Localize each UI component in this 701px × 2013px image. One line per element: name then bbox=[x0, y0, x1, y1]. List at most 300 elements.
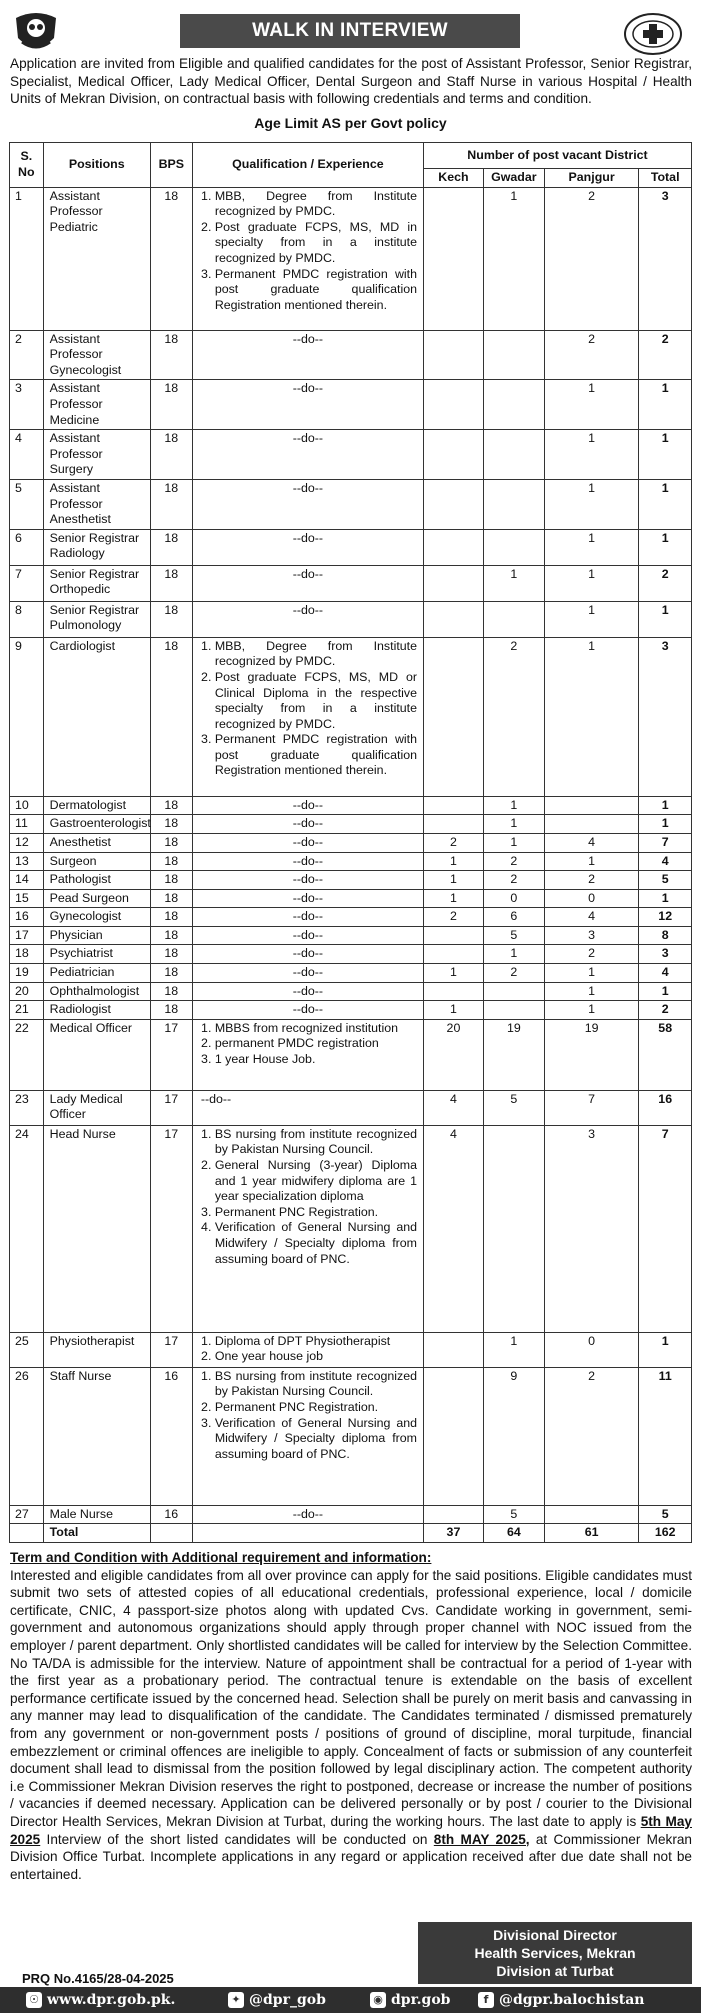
total-cell: 1 bbox=[639, 1332, 692, 1367]
intro-paragraph: Application are invited from Eligible and qualified candidates for the post of Assistant Professor, Senior Registrar, Specialist, Medical Officer, Lady Medical Officer, Dental Surgeon and Staff Nurse in various Hospital / Health Units of Mekran Division, on contractual basis with following credentials and terms and condition. bbox=[10, 56, 692, 106]
list-item: 2. Post graduate FCPS, MS, MD in specialty from in a institute recognized by PMDC. bbox=[215, 220, 417, 267]
position-cell: Staff Nurse bbox=[43, 1367, 150, 1505]
prq-number: PRQ No.4165/28-04-2025 bbox=[22, 1971, 174, 1986]
bps-cell: 18 bbox=[150, 430, 192, 480]
kech-cell: 1 bbox=[424, 964, 484, 983]
sno-cell: 5 bbox=[10, 479, 44, 529]
last-date: 5th May 2025 bbox=[10, 1813, 692, 1847]
bps-cell: 18 bbox=[150, 187, 192, 330]
kech-cell: 1 bbox=[424, 871, 484, 890]
instagram-icon: ◉ bbox=[370, 1992, 386, 2008]
table-row bbox=[10, 1367, 692, 1505]
bps-cell: 18 bbox=[150, 926, 192, 945]
gwadar-cell bbox=[483, 380, 544, 430]
gwadar-cell bbox=[483, 330, 544, 380]
position-cell: Radiologist bbox=[43, 1001, 150, 1020]
gwadar-cell: 1 bbox=[483, 796, 544, 815]
qualification-cell bbox=[192, 187, 423, 330]
interview-date: 8th MAY 2025, bbox=[433, 1831, 530, 1847]
kech-total: 37 bbox=[424, 1524, 484, 1543]
header-panjgur: Panjgur bbox=[544, 169, 639, 188]
bps-cell: 18 bbox=[150, 479, 192, 529]
gwadar-cell bbox=[483, 982, 544, 1001]
qualification-cell: --do-- bbox=[192, 796, 423, 815]
position-cell: Cardiologist bbox=[43, 637, 150, 796]
total-cell: 1 bbox=[639, 796, 692, 815]
sno-cell: 26 bbox=[10, 1367, 44, 1505]
table-row bbox=[10, 1090, 692, 1125]
header-sno: S. No bbox=[10, 143, 44, 188]
table-row bbox=[10, 1001, 692, 1020]
bps-cell: 17 bbox=[150, 1332, 192, 1367]
bps-cell: 17 bbox=[150, 1090, 192, 1125]
qualification-cell bbox=[192, 637, 423, 796]
position-cell: Senior Registrar Pulmonology bbox=[43, 601, 150, 637]
qualification-list bbox=[199, 1369, 417, 1463]
kech-cell bbox=[424, 815, 484, 834]
qualification-cell: --do-- bbox=[192, 871, 423, 890]
table-row bbox=[10, 982, 692, 1001]
panjgur-cell: 19 bbox=[544, 1019, 639, 1090]
gwadar-cell: 1 bbox=[483, 565, 544, 601]
table-row bbox=[10, 852, 692, 871]
position-cell: Senior Registrar Orthopedic bbox=[43, 565, 150, 601]
panjgur-cell: 4 bbox=[544, 908, 639, 927]
gwadar-cell bbox=[483, 529, 544, 565]
gwadar-cell: 19 bbox=[483, 1019, 544, 1090]
total-cell: 1 bbox=[639, 815, 692, 834]
table-row bbox=[10, 1332, 692, 1367]
sno-cell: 14 bbox=[10, 871, 44, 890]
qualification-cell: --do-- bbox=[192, 982, 423, 1001]
table-row bbox=[10, 430, 692, 480]
total-cell: 2 bbox=[639, 330, 692, 380]
total-cell: 58 bbox=[639, 1019, 692, 1090]
list-item: 3. Permanent PNC Registration. bbox=[215, 1205, 417, 1221]
list-item: 4. Verification of General Nursing and Midwifery / Specialty diploma from assuming board of PNC. bbox=[215, 1220, 417, 1267]
gwadar-cell bbox=[483, 1125, 544, 1332]
bps-cell: 17 bbox=[150, 1019, 192, 1090]
sno-cell: 7 bbox=[10, 565, 44, 601]
total-cell: 12 bbox=[639, 908, 692, 927]
qualification-cell: --do-- bbox=[192, 601, 423, 637]
kech-cell bbox=[424, 796, 484, 815]
qualification-cell: --do-- bbox=[192, 565, 423, 601]
terms-text: Interested and eligible candidates from all over province can apply for the said positions. Eligible candidates must submit two sets of attested copies of all educational credentials, professional experience, local / domicile certificate, CNIC, 4 passport-size photos along with updated Cvs. Candidate working in government, semi-government and autonomous organizations should apply through proper channel with NOC issued from the employer / parent department. Only shortlisted candidates will be called for interview by the Selection Committee. No TA/DA is admissible for the interview. Nature of appointment shall be contractual for a period of 1-year with the first year as a probationary period. The contractual tenure is extendable on the basis of excellent performance certificate issued by the concerned head. Selection shall be purely on merit basis and canvassing in any manner may lead to disqualification of the candidate. The Candidates terminated / dismissed prematurely from any government or non-government posts / positions of ground of discipline, moral turpitude, financial embezzlement or criminal offences are ineligible to apply. Concealment of facts or submission of any counterfeit document shall lead to dismissal from the position followed by legal disciplinary action. The competent authority i.e Commissioner Mekran Division reserves the right to postponed, decrease or increase the number of positions / vacancies if deemed necessary. Application can be delivered personally or by post / courier to the Divisional Director Health Services, Mekran Division at Turbat, during the working hours. The last date to apply is bbox=[10, 1567, 692, 1829]
panjgur-cell: 1 bbox=[544, 565, 639, 601]
panjgur-cell: 1 bbox=[544, 982, 639, 1001]
gwadar-cell: 5 bbox=[483, 926, 544, 945]
qualification-cell bbox=[192, 1019, 423, 1090]
panjgur-cell: 1 bbox=[544, 637, 639, 796]
list-item: 3. 1 year House Job. bbox=[215, 1052, 417, 1068]
header-kech: Kech bbox=[424, 169, 484, 188]
facebook-handle[interactable]: @dgpr.balochistan bbox=[499, 1992, 645, 2008]
table-row bbox=[10, 815, 692, 834]
total-cell: 2 bbox=[639, 1001, 692, 1020]
footer-twitter[interactable] bbox=[228, 1992, 326, 2008]
panjgur-total: 61 bbox=[544, 1524, 639, 1543]
total-cell: 5 bbox=[639, 871, 692, 890]
sno-cell: 13 bbox=[10, 852, 44, 871]
gwadar-cell: 2 bbox=[483, 637, 544, 796]
facebook-icon: f bbox=[478, 1992, 494, 2008]
sno-cell: 17 bbox=[10, 926, 44, 945]
bps-cell: 18 bbox=[150, 601, 192, 637]
list-item: 3. Permanent PMDC registration with post graduate qualification Registration mentioned therein. bbox=[215, 267, 417, 314]
gwadar-cell: 1 bbox=[483, 833, 544, 852]
position-cell: Psychiatrist bbox=[43, 945, 150, 964]
bps-cell: 18 bbox=[150, 1001, 192, 1020]
kech-cell bbox=[424, 637, 484, 796]
total-cell: 8 bbox=[639, 926, 692, 945]
qualification-cell: --do-- bbox=[192, 926, 423, 945]
table-row bbox=[10, 637, 692, 796]
position-cell: Ophthalmologist bbox=[43, 982, 150, 1001]
table-row bbox=[10, 380, 692, 430]
panjgur-cell bbox=[544, 815, 639, 834]
kech-cell bbox=[424, 982, 484, 1001]
vacancy-table bbox=[9, 142, 692, 1543]
table-row bbox=[10, 908, 692, 927]
position-cell: Pead Surgeon bbox=[43, 889, 150, 908]
bps-cell: 18 bbox=[150, 908, 192, 927]
kech-cell bbox=[424, 565, 484, 601]
position-cell: Lady Medical Officer bbox=[43, 1090, 150, 1125]
panjgur-cell: 1 bbox=[544, 479, 639, 529]
sno-cell: 19 bbox=[10, 964, 44, 983]
table-row bbox=[10, 889, 692, 908]
qualification-cell bbox=[192, 1125, 423, 1332]
total-cell: 3 bbox=[639, 187, 692, 330]
total-cell: 4 bbox=[639, 964, 692, 983]
list-item: 2. One year house job bbox=[215, 1349, 417, 1365]
table-row bbox=[10, 565, 692, 601]
bps-cell: 18 bbox=[150, 964, 192, 983]
sno-cell: 27 bbox=[10, 1505, 44, 1524]
sno-cell: 12 bbox=[10, 833, 44, 852]
kech-cell bbox=[424, 479, 484, 529]
gwadar-cell: 5 bbox=[483, 1090, 544, 1125]
health-department-logo-icon bbox=[622, 10, 684, 56]
bps-cell: 18 bbox=[150, 815, 192, 834]
gwadar-cell: 1 bbox=[483, 187, 544, 330]
list-item: 1. BS nursing from institute recognized by Pakistan Nursing Council. bbox=[215, 1369, 417, 1400]
sno-cell: 25 bbox=[10, 1332, 44, 1367]
list-item: 3. Verification of General Nursing and Midwifery / Specialty diploma from assuming board of PNC. bbox=[215, 1416, 417, 1463]
sno-cell: 16 bbox=[10, 908, 44, 927]
qualification-cell bbox=[192, 1332, 423, 1367]
list-item: 1. MBBS from recognized institution bbox=[215, 1021, 417, 1037]
list-item: 2. Post graduate FCPS, MS, MD or Clinical Diploma in the respective specialty from in a institute recognized by PMDC. bbox=[215, 670, 417, 732]
bps-cell: 17 bbox=[150, 1125, 192, 1332]
position-cell: Assistant Professor Surgery bbox=[43, 430, 150, 480]
qualification-cell: --do-- bbox=[192, 833, 423, 852]
globe-icon: ☉ bbox=[26, 1992, 42, 2008]
panjgur-cell bbox=[544, 796, 639, 815]
qualification-list bbox=[199, 189, 417, 314]
qualification-list bbox=[199, 639, 417, 779]
sno-cell: 2 bbox=[10, 330, 44, 380]
qualification-cell: --do-- bbox=[192, 889, 423, 908]
total-cell: 1 bbox=[639, 982, 692, 1001]
total-cell: 5 bbox=[639, 1505, 692, 1524]
total-cell: 1 bbox=[639, 430, 692, 480]
bps-cell: 18 bbox=[150, 380, 192, 430]
panjgur-cell bbox=[544, 1505, 639, 1524]
qualification-cell: --do-- bbox=[192, 380, 423, 430]
gwadar-cell: 1 bbox=[483, 815, 544, 834]
terms-section bbox=[10, 1549, 692, 1883]
sno-cell: 11 bbox=[10, 815, 44, 834]
gwadar-cell: 1 bbox=[483, 945, 544, 964]
panjgur-cell: 7 bbox=[544, 1090, 639, 1125]
gwadar-total: 64 bbox=[483, 1524, 544, 1543]
list-item: 1. BS nursing from institute recognized by Pakistan Nursing Council. bbox=[215, 1127, 417, 1158]
table-row bbox=[10, 1505, 692, 1524]
signature-line: Divisional Director bbox=[493, 1927, 617, 1943]
panjgur-cell: 0 bbox=[544, 1332, 639, 1367]
twitter-icon: ✦ bbox=[228, 1992, 244, 2008]
kech-cell bbox=[424, 1332, 484, 1367]
total-cell: 1 bbox=[639, 479, 692, 529]
position-cell: Dermatologist bbox=[43, 796, 150, 815]
list-item: 2. permanent PMDC registration bbox=[215, 1036, 417, 1052]
total-cell: 3 bbox=[639, 945, 692, 964]
table-row bbox=[10, 945, 692, 964]
total-cell: 7 bbox=[639, 833, 692, 852]
total-cell: 2 bbox=[639, 565, 692, 601]
header-vacant-district: Number of post vacant District bbox=[424, 143, 692, 169]
kech-cell bbox=[424, 926, 484, 945]
list-item: 2. General Nursing (3-year) Diploma and 1 year midwifery diploma are 1 year specialization diploma bbox=[215, 1158, 417, 1205]
signature-line: Division at Turbat bbox=[496, 1963, 614, 1979]
gwadar-cell bbox=[483, 601, 544, 637]
kech-cell: 2 bbox=[424, 833, 484, 852]
total-cell: 3 bbox=[639, 637, 692, 796]
qualification-cell: --do-- bbox=[192, 479, 423, 529]
table-row bbox=[10, 796, 692, 815]
bps-cell: 18 bbox=[150, 889, 192, 908]
list-item: 3. Permanent PMDC registration with post graduate qualification Registration mentioned therein. bbox=[215, 732, 417, 779]
table-row bbox=[10, 601, 692, 637]
header-qualification: Qualification / Experience bbox=[192, 143, 423, 188]
total-cell: 16 bbox=[639, 1090, 692, 1125]
age-limit: Age Limit AS per Govt policy bbox=[254, 115, 447, 131]
position-cell: Pathologist bbox=[43, 871, 150, 890]
panjgur-cell: 1 bbox=[544, 430, 639, 480]
table-row bbox=[10, 1125, 692, 1332]
panjgur-cell: 4 bbox=[544, 833, 639, 852]
panjgur-cell: 2 bbox=[544, 871, 639, 890]
qualification-cell bbox=[192, 1367, 423, 1505]
header-positions: Positions bbox=[43, 143, 150, 188]
sno-cell: 22 bbox=[10, 1019, 44, 1090]
government-emblem-left-icon bbox=[10, 8, 62, 56]
footer-website[interactable] bbox=[26, 1992, 175, 2008]
position-cell: Gynecologist bbox=[43, 908, 150, 927]
position-cell: Head Nurse bbox=[43, 1125, 150, 1332]
signature-line: Health Services, Mekran bbox=[474, 1945, 636, 1961]
header-total: Total bbox=[639, 169, 692, 188]
page-title: WALK IN INTERVIEW bbox=[180, 14, 520, 48]
total-cell: 1 bbox=[639, 380, 692, 430]
bps-cell: 18 bbox=[150, 565, 192, 601]
header bbox=[0, 0, 701, 60]
panjgur-cell: 1 bbox=[544, 601, 639, 637]
kech-cell: 1 bbox=[424, 889, 484, 908]
header-gwadar: Gwadar bbox=[483, 169, 544, 188]
position-cell: Surgeon bbox=[43, 852, 150, 871]
qualification-cell: --do-- bbox=[192, 1505, 423, 1524]
qualification-cell: --do-- bbox=[192, 908, 423, 927]
sno-cell: 3 bbox=[10, 380, 44, 430]
panjgur-cell: 3 bbox=[544, 926, 639, 945]
position-cell: Assistant Professor Medicine bbox=[43, 380, 150, 430]
position-cell: Medical Officer bbox=[43, 1019, 150, 1090]
bps-cell: 18 bbox=[150, 796, 192, 815]
terms-heading: Term and Condition with Additional requirement and information: bbox=[10, 1550, 432, 1565]
sno-cell: 4 bbox=[10, 430, 44, 480]
qualification-list bbox=[199, 1021, 417, 1068]
position-cell: Assistant Professor Anesthetist bbox=[43, 479, 150, 529]
kech-cell: 4 bbox=[424, 1125, 484, 1332]
gwadar-cell: 2 bbox=[483, 852, 544, 871]
panjgur-cell: 2 bbox=[544, 187, 639, 330]
sno-cell: 24 bbox=[10, 1125, 44, 1332]
signature-block bbox=[418, 1922, 692, 1984]
qualification-cell: --do-- bbox=[192, 1090, 423, 1125]
twitter-handle[interactable]: @dpr_gob bbox=[249, 1992, 326, 2008]
total-cell: 1 bbox=[639, 529, 692, 565]
bps-cell: 18 bbox=[150, 982, 192, 1001]
position-cell: Assistant Professor Pediatric bbox=[43, 187, 150, 330]
sno-cell: 9 bbox=[10, 637, 44, 796]
position-cell: Gastroenterologist bbox=[43, 815, 150, 834]
position-cell: Pediatrician bbox=[43, 964, 150, 983]
gwadar-cell: 9 bbox=[483, 1367, 544, 1505]
kech-cell: 20 bbox=[424, 1019, 484, 1090]
position-cell: Male Nurse bbox=[43, 1505, 150, 1524]
table-row bbox=[10, 1019, 692, 1090]
terms-text: at Commissioner Mekran Division Office Turbat. Incomplete applications in any regard or application received after due date shall not be entertained. bbox=[10, 1831, 692, 1882]
grand-total: 162 bbox=[639, 1524, 692, 1543]
kech-cell: 1 bbox=[424, 1001, 484, 1020]
bps-cell: 18 bbox=[150, 637, 192, 796]
footer-instagram[interactable] bbox=[370, 1992, 450, 2008]
sno-cell: 18 bbox=[10, 945, 44, 964]
total-cell: 1 bbox=[639, 601, 692, 637]
list-item: 1. MBB, Degree from Institute recognized by PMDC. bbox=[215, 189, 417, 220]
kech-cell bbox=[424, 380, 484, 430]
panjgur-cell: 0 bbox=[544, 889, 639, 908]
sno-cell: 6 bbox=[10, 529, 44, 565]
bps-cell: 18 bbox=[150, 871, 192, 890]
kech-cell: 2 bbox=[424, 908, 484, 927]
qualification-list bbox=[199, 1334, 417, 1365]
gwadar-cell bbox=[483, 479, 544, 529]
total-label: Total bbox=[43, 1524, 150, 1543]
sno-cell: 15 bbox=[10, 889, 44, 908]
total-cell: 7 bbox=[639, 1125, 692, 1332]
qualification-cell: --do-- bbox=[192, 852, 423, 871]
sno-cell: 21 bbox=[10, 1001, 44, 1020]
panjgur-cell: 3 bbox=[544, 1125, 639, 1332]
panjgur-cell: 1 bbox=[544, 964, 639, 983]
table-row bbox=[10, 187, 692, 330]
kech-cell bbox=[424, 1505, 484, 1524]
table-row bbox=[10, 479, 692, 529]
sno-cell: 20 bbox=[10, 982, 44, 1001]
terms-text: Interview of the short listed candidates will be conducted on bbox=[40, 1831, 434, 1847]
panjgur-cell: 2 bbox=[544, 1367, 639, 1505]
website-link[interactable]: www.dpr.gob.pk. bbox=[47, 1992, 176, 2008]
total-cell: 4 bbox=[639, 852, 692, 871]
qualification-cell: --do-- bbox=[192, 1001, 423, 1020]
qualification-cell: --do-- bbox=[192, 430, 423, 480]
position-cell: Anesthetist bbox=[43, 833, 150, 852]
list-item: 2. Permanent PNC Registration. bbox=[215, 1400, 417, 1416]
header-bps: BPS bbox=[150, 143, 192, 188]
panjgur-cell: 1 bbox=[544, 380, 639, 430]
gwadar-cell: 0 bbox=[483, 889, 544, 908]
table-row bbox=[10, 330, 692, 380]
qualification-cell: --do-- bbox=[192, 945, 423, 964]
bps-cell: 18 bbox=[150, 330, 192, 380]
table-row bbox=[10, 926, 692, 945]
gwadar-cell: 2 bbox=[483, 871, 544, 890]
position-cell: Physiotherapist bbox=[43, 1332, 150, 1367]
bps-cell: 18 bbox=[150, 945, 192, 964]
gwadar-cell: 2 bbox=[483, 964, 544, 983]
position-cell: Senior Registrar Radiology bbox=[43, 529, 150, 565]
sno-cell: 8 bbox=[10, 601, 44, 637]
panjgur-cell: 1 bbox=[544, 1001, 639, 1020]
gwadar-cell: 6 bbox=[483, 908, 544, 927]
sno-cell: 23 bbox=[10, 1090, 44, 1125]
bps-cell: 18 bbox=[150, 529, 192, 565]
instagram-handle[interactable]: dpr.gob bbox=[391, 1992, 451, 2008]
sno-cell: 10 bbox=[10, 796, 44, 815]
qualification-cell: --do-- bbox=[192, 964, 423, 983]
qualification-cell: --do-- bbox=[192, 529, 423, 565]
gwadar-cell bbox=[483, 1001, 544, 1020]
list-item: 1. Diploma of DPT Physiotherapist bbox=[215, 1334, 417, 1350]
total-row bbox=[10, 1524, 692, 1543]
panjgur-cell: 1 bbox=[544, 529, 639, 565]
qualification-cell: --do-- bbox=[192, 815, 423, 834]
bps-cell: 16 bbox=[150, 1367, 192, 1505]
kech-cell: 4 bbox=[424, 1090, 484, 1125]
panjgur-cell: 1 bbox=[544, 852, 639, 871]
kech-cell bbox=[424, 529, 484, 565]
kech-cell bbox=[424, 1367, 484, 1505]
kech-cell bbox=[424, 945, 484, 964]
table-row bbox=[10, 871, 692, 890]
footer-facebook[interactable] bbox=[478, 1992, 644, 2008]
total-cell: 11 bbox=[639, 1367, 692, 1505]
table-row bbox=[10, 833, 692, 852]
list-item: 1. MBB, Degree from Institute recognized by PMDC. bbox=[215, 639, 417, 670]
table-row bbox=[10, 964, 692, 983]
kech-cell bbox=[424, 187, 484, 330]
panjgur-cell: 2 bbox=[544, 945, 639, 964]
kech-cell bbox=[424, 601, 484, 637]
table-row bbox=[10, 529, 692, 565]
sno-cell: 1 bbox=[10, 187, 44, 330]
position-cell: Physician bbox=[43, 926, 150, 945]
position-cell: Assistant Professor Gynecologist bbox=[43, 330, 150, 380]
